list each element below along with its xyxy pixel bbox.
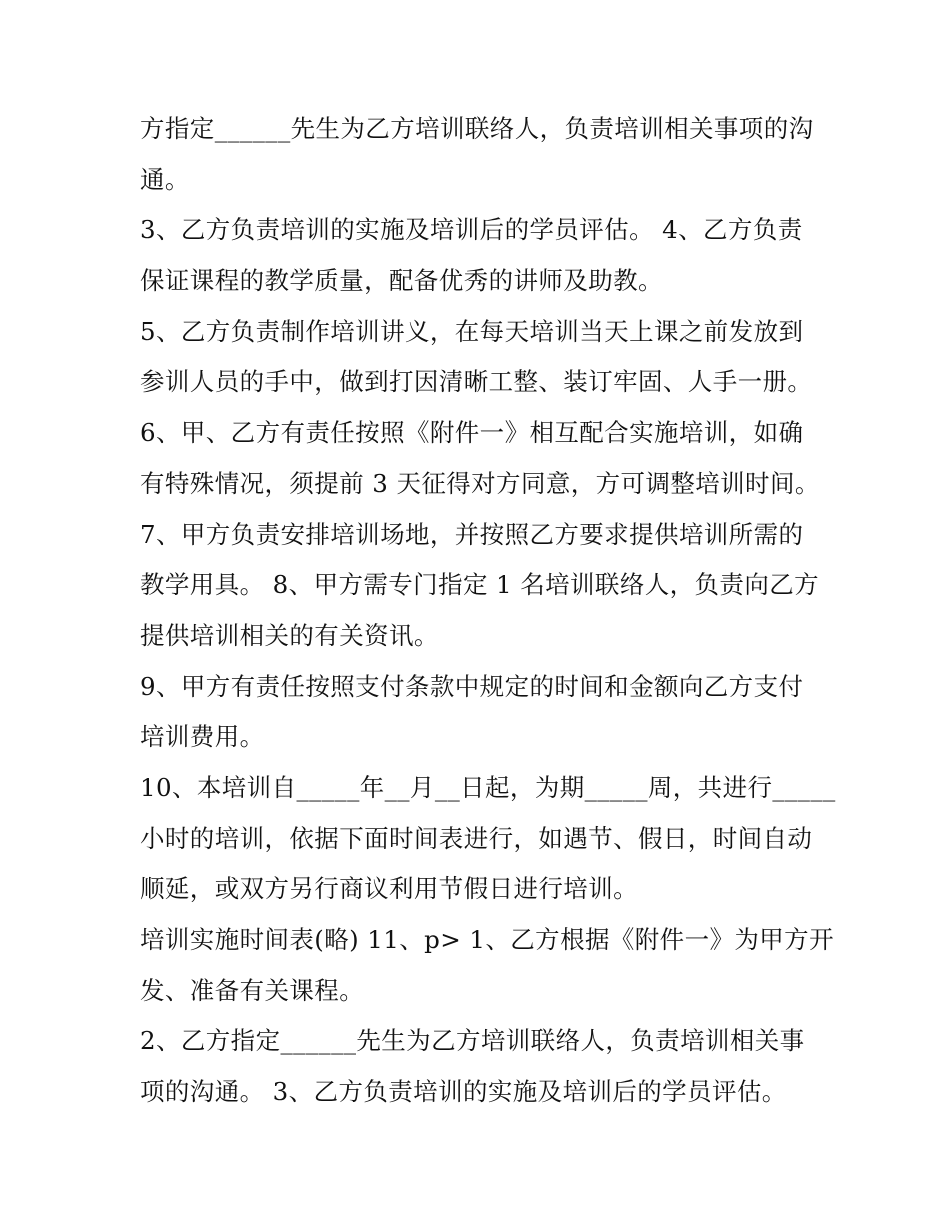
text-line: 顺延，或双方另行商议利用节假日进行培训。 [140,874,638,904]
text-line: 有特殊情况，须提前 3 天征得对方同意，方可调整培训时间。 [140,468,820,498]
text-line: 发、准备有关课程。 [140,975,365,1005]
text-line: 培训实施时间表(略) 11、p> 1、乙方根据《附件一》为甲方开 [140,925,834,954]
text-line: 5、乙方负责制作培训讲义，在每天培训当天上课之前发放到 [140,316,804,346]
text-line: 10、本培训自_____年__月__日起，为期_____周，共进行_____ [140,772,836,802]
text-line: 7、甲方负责安排培训场地，并按照乙方要求提供培训所需的 [140,519,804,549]
text-line: 通。 [140,164,190,194]
text-line: 项的沟通。 3、乙方负责培训的实施及培训后的学员评估。 [140,1077,787,1107]
text-line: 6、甲、乙方有责任按照《附件一》相互配合实施培训，如确 [140,418,804,448]
text-line: 3、乙方负责培训的实施及培训后的学员评估。 4、乙方负责 [140,215,803,245]
text-line: 9、甲方有责任按照支付条款中规定的时间和金额向乙方支付 [140,671,804,701]
text-line: 保证课程的教学质量，配备优秀的讲师及助教。 [140,266,663,296]
text-line: 提供培训相关的有关资讯。 [140,620,439,650]
text-line: 方指定______先生为乙方培训联络人，负责培训相关事项的沟 [140,114,814,143]
text-line: 培训费用。 [140,722,265,752]
text-line: 2、乙方指定______先生为乙方培训联络人，负责培训相关事 [140,1026,805,1056]
text-line: 参训人员的手中，做到打因清晰工整、装订牢固、人手一册。 [140,367,813,397]
text-line: 小时的培训，依据下面时间表进行，如遇节、假日，时间自动 [140,823,813,853]
document-body [140,104,836,1118]
text-line: 教学用具。 8、甲方需专门指定 1 名培训联络人，负责向乙方 [140,570,820,600]
